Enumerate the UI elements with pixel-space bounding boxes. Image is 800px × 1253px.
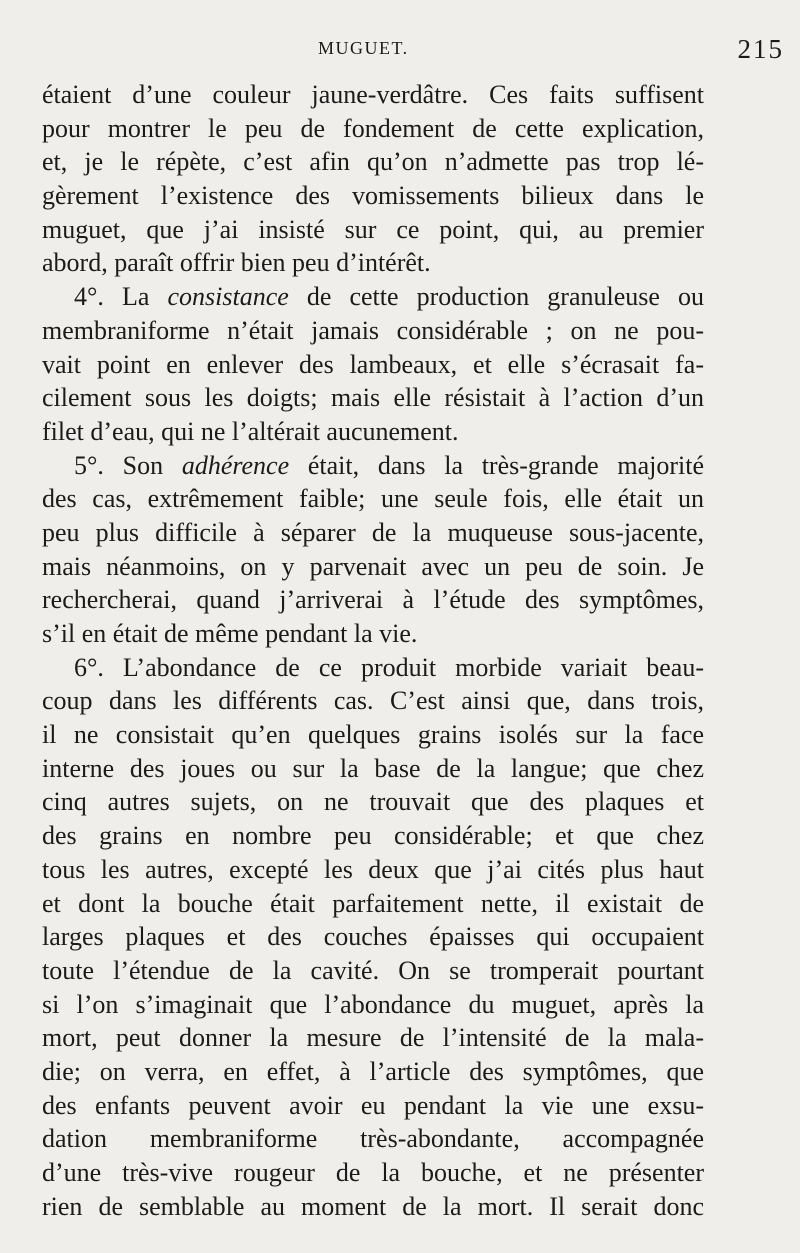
text-line: [42, 246, 704, 280]
text-line: [42, 381, 704, 415]
text-line: [42, 1156, 704, 1190]
text-segment: il ne consistait qu’en quelques grains isolés sur la face: [42, 720, 704, 750]
text-line: [42, 988, 704, 1022]
text-segment: des enfants peuvent avoir eu pendant la vie une exsu-: [42, 1090, 704, 1120]
text-line: [42, 213, 704, 247]
text-segment: des grains en nombre peu considérable; et que chez: [42, 821, 704, 851]
text-segment: interne des joues ou sur la base de la langue; que chez: [42, 753, 704, 783]
text-segment: dation membraniforme très-abondante, accompagnée: [42, 1124, 704, 1154]
text-segment: cinq autres sujets, on ne trouvait que des plaques et: [42, 787, 704, 817]
text-line: [42, 785, 704, 819]
text-line: [42, 1055, 704, 1089]
text-line: [42, 415, 704, 449]
body-text: [42, 78, 704, 1223]
text-line: [42, 179, 704, 213]
text-line: [42, 752, 704, 786]
text-line: [42, 145, 704, 179]
text-segment: 6°. L’abondance de ce produit morbide variait beau-: [74, 652, 704, 682]
text-segment: toute l’étendue de la cavité. On se tromperait pourtant: [42, 955, 704, 985]
text-line: [42, 1190, 704, 1224]
text-line: [42, 482, 704, 516]
text-line: [42, 819, 704, 853]
text-segment: vait point en enlever des lambeaux, et elle s’écrasait fa-: [42, 349, 704, 379]
text-segment: rien de semblable au moment de la mort. Il serait donc: [42, 1191, 704, 1221]
italic-term: consistance: [167, 282, 289, 312]
text-line: [42, 920, 704, 954]
text-segment: des cas, extrêmement faible; une seule fois, elle était un: [42, 484, 704, 514]
text-segment: et dont la bouche était parfaitement nette, il existait de: [42, 888, 704, 918]
text-segment: cilement sous les doigts; mais elle résistait à l’action d’un: [42, 383, 704, 413]
text-segment: gèrement l’existence des vomissements bilieux dans le: [42, 181, 704, 211]
text-segment: membraniforme n’était jamais considérable ; on ne pou-: [42, 315, 704, 345]
text-segment: si l’on s’imaginait que l’abondance du muguet, après la: [42, 989, 704, 1019]
text-line: [42, 583, 704, 617]
text-segment: 5°. Son: [74, 450, 182, 480]
text-segment: rechercherai, quand j’arriverai à l’étude des symptômes,: [42, 585, 704, 615]
text-segment: pour montrer le peu de fondement de cette explication,: [42, 113, 704, 143]
text-line: [42, 449, 704, 483]
text-segment: étaient d’une couleur jaune-verdâtre. Ces faits suffisent: [42, 80, 704, 109]
running-title: MUGUET.: [318, 38, 409, 58]
text-line: [42, 651, 704, 685]
text-line: [42, 718, 704, 752]
text-line: [42, 1122, 704, 1156]
text-segment: abord, paraît offrir bien peu d’intérêt.: [42, 248, 431, 278]
text-segment: die; on verra, en effet, à l’article des symptômes, que: [42, 1056, 704, 1086]
text-segment: peu plus difficile à séparer de la muqueuse sous-jacente,: [42, 517, 704, 547]
text-segment: et, je le répète, c’est afin qu’on n’admette pas trop lé-: [42, 147, 704, 177]
italic-term: adhérence: [181, 450, 290, 480]
text-line: [42, 516, 704, 550]
text-line: [42, 280, 704, 314]
text-line: [42, 1089, 704, 1123]
text-line: [42, 1021, 704, 1055]
text-line: [42, 78, 704, 112]
text-line: [42, 112, 704, 146]
text-line: [42, 617, 704, 651]
text-line: [42, 314, 704, 348]
text-segment: mais néanmoins, on y parvenait avec un peu de soin. Je: [42, 551, 704, 581]
text-segment: était, dans la très-grande majorité: [289, 450, 704, 480]
running-header: [0, 34, 800, 68]
text-segment: d’une très-vive rougeur de la bouche, et ne présenter: [42, 1158, 704, 1187]
text-line: [42, 684, 704, 718]
text-segment: 4°. La: [74, 282, 168, 312]
text-segment: larges plaques et des couches épaisses qui occupaient: [42, 922, 704, 952]
text-segment: tous les autres, excepté les deux que j’ai cités plus haut: [42, 854, 704, 884]
text-segment: filet d’eau, qui ne l’altérait aucunement.: [42, 416, 459, 446]
text-segment: s’il en était de même pendant la vie.: [42, 619, 418, 648]
text-line: [42, 887, 704, 921]
text-line: [42, 954, 704, 988]
text-segment: coup dans les différents cas. C’est ainsi que, dans trois,: [42, 686, 704, 716]
text-segment: de cette production granuleuse ou: [288, 282, 705, 312]
text-segment: muguet, que j’ai insisté sur ce point, qui, au premier: [42, 214, 704, 244]
text-line: [42, 550, 704, 584]
page-number: 215: [737, 34, 784, 64]
text-line: [42, 348, 704, 382]
text-segment: mort, peut donner la mesure de l’intensité de la mala-: [42, 1023, 704, 1053]
text-line: [42, 853, 704, 887]
